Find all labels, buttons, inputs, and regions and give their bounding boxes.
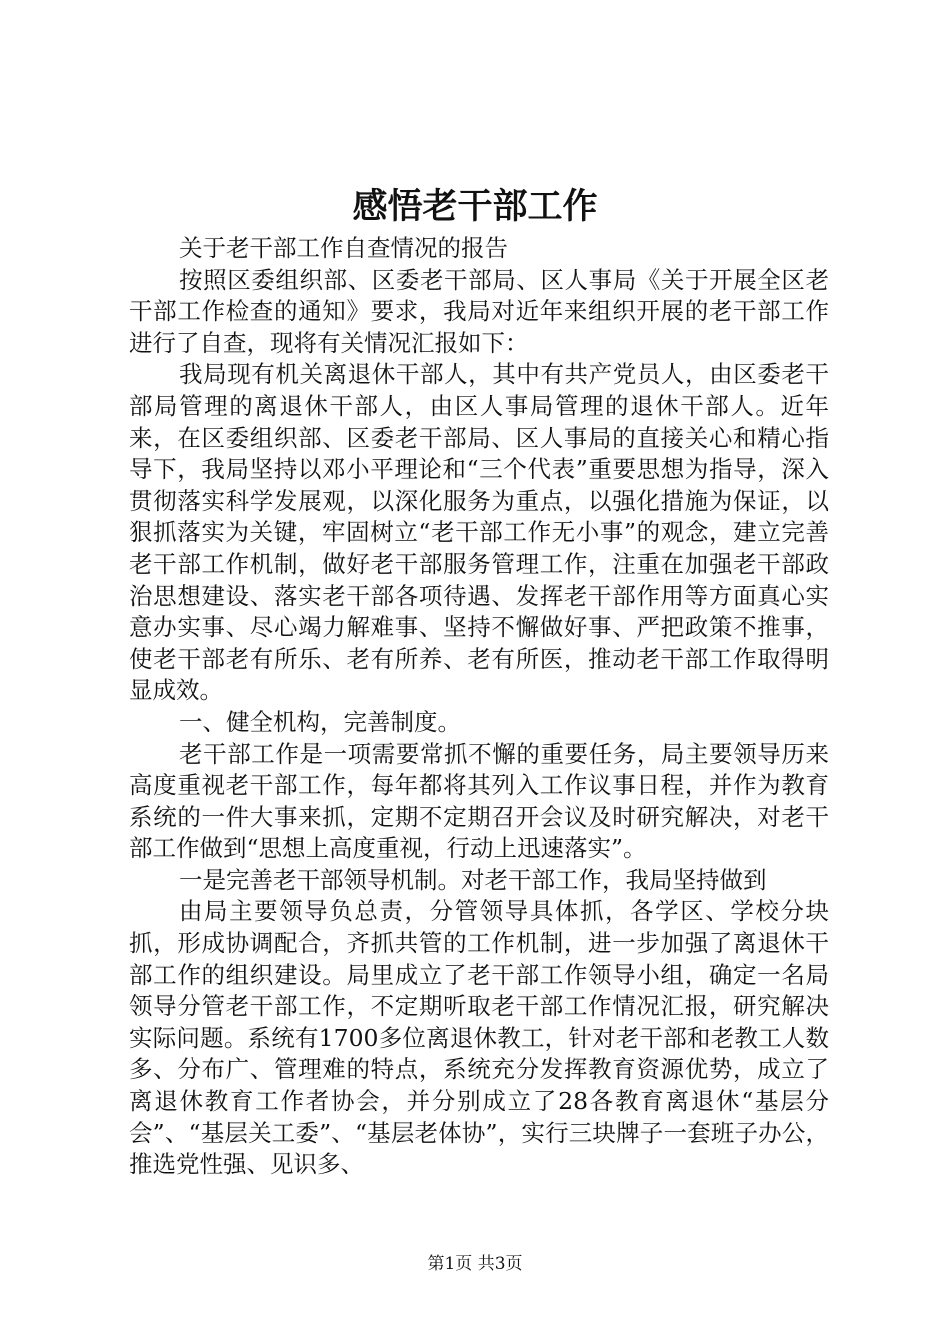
section-1-paragraph: 老干部工作是一项需要常抓不懈的重要任务，局主要领导历来高度重视老干部工作，每年都将其列入工作议事日程，并作为教育系统的一件大事来抓，定期不定期召开会议及时研究解决，对老干部工作做到“思想上高度重视，行动上迅速落实”。 [129,739,829,863]
page-title: 感悟老干部工作 [352,186,598,227]
document-body [129,233,829,1181]
overview-paragraph: 我局现有机关离退休干部人，其中有共产党员人，由区委老干部局管理的离退休干部人，由区人事局管理的退休干部人。近年来，在区委组织部、区委老干部局、区人事局的直接关心和精心指导下，我局坚持以邓小平理论和“三个代表”重要思想为指导，深入贯彻落实科学发展观，以深化服务为重点，以强化措施为保证，以狠抓落实为关键，牢固树立“老干部工作无小事”的观念，建立完善老干部工作机制，做好老干部服务管理工作，注重在加强老干部政治思想建设、落实老干部各项待遇、发挥老干部作用等方面真心实意办实事、尽心竭力解难事、坚持不懈做好事、严把政策不推事，使老干部老有所乐、老有所养、老有所医，推动老干部工作取得明显成效。 [129,360,829,705]
intro-paragraph: 按照区委组织部、区委老干部局、区人事局《关于开展全区老干部工作检查的通知》要求，我局对近年来组织开展的老干部工作进行了自查，现将有关情况汇报如下： [129,265,829,357]
subsection-1-paragraph: 由局主要领导负总责，分管领导具体抓，各学区、学校分块抓，形成协调配合，齐抓共管的工作机制，进一步加强了离退休干部工作的组织建设。局里成立了老干部工作领导小组，确定一名局领导分管老干部工作，不定期听取老干部工作情况汇报，研究解决实际问题。系统有1700多位离退休教工，针对老干部和老教工人数多、分布广、管理难的特点，系统充分发挥教育资源优势，成立了离退休教育工作者协会，并分别成立了28各教育离退休“基层分会”、“基层关工委”、“基层老体协”，实行三块牌子一套班子办公，推选党性强、见识多、 [129,897,829,1179]
section-heading-1: 一、健全机构，完善制度。 [179,707,461,736]
report-subtitle: 关于老干部工作自查情况的报告 [179,234,508,262]
page-number-footer: 第1页 共3页 [427,1254,523,1274]
subsection-heading-1: 一是完善老干部领导机制。对老干部工作，我局坚持做到 [179,865,767,894]
